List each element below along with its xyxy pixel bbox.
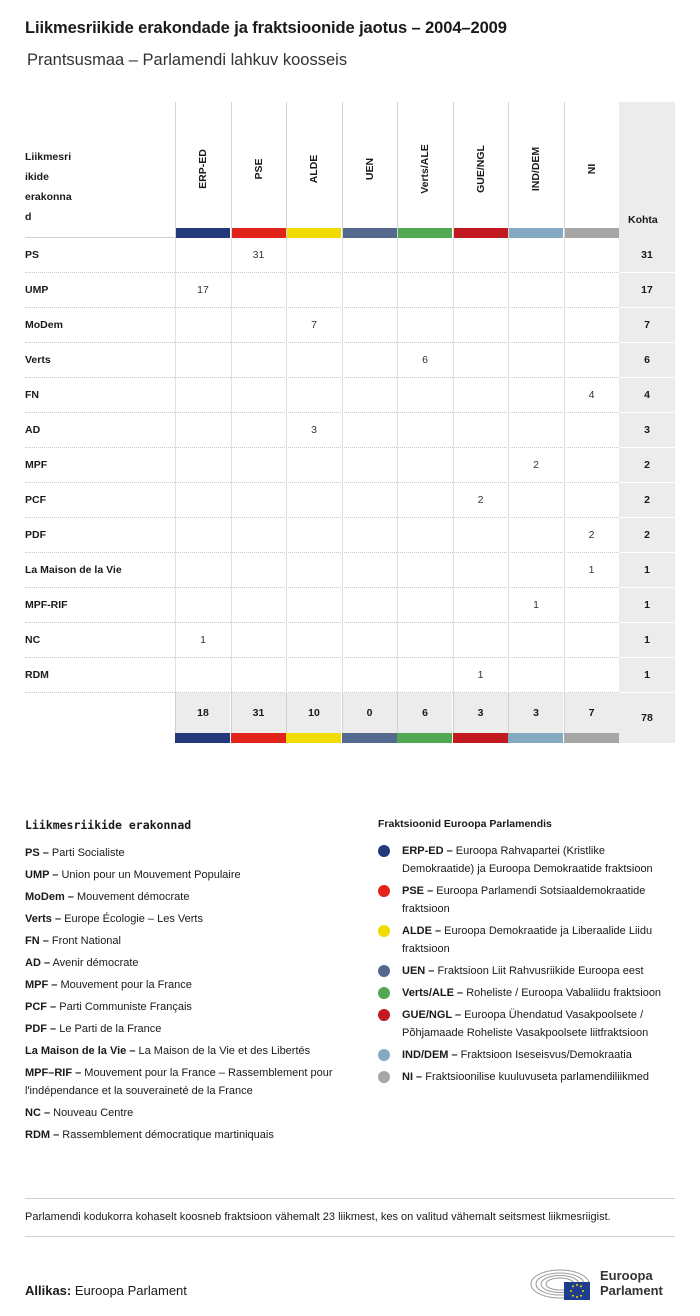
group-abbr: ERP-ED – — [402, 845, 453, 857]
party-abbr: MPF – — [25, 979, 58, 991]
group-color-bar — [565, 228, 619, 238]
seat-cell — [231, 518, 286, 553]
seat-cell — [453, 518, 508, 553]
party-abbr: UMP – — [25, 869, 59, 881]
group-header-ni — [564, 102, 619, 238]
group-header-uen — [342, 102, 397, 238]
seat-cell — [175, 343, 230, 378]
european-parliament-logo — [530, 1262, 680, 1302]
party-name: UMP — [25, 284, 49, 296]
row-total: 4 — [619, 378, 675, 413]
group-color-dot-icon — [378, 845, 390, 857]
seat-cell — [397, 658, 452, 693]
party-abbr: Verts – — [25, 913, 62, 925]
party-full-name: Union pour un Mouvement Populaire — [58, 869, 241, 881]
seat-cell: 4 — [564, 378, 619, 413]
seat-cell — [231, 273, 286, 308]
table-row — [25, 448, 675, 483]
total-label: Kohta — [628, 214, 658, 226]
seat-cell — [342, 658, 397, 693]
seat-cell — [508, 658, 563, 693]
seat-cell — [175, 378, 230, 413]
seat-cell — [564, 238, 619, 273]
seat-cell — [564, 273, 619, 308]
seat-cell — [453, 343, 508, 378]
party-legend-item — [25, 1126, 355, 1144]
party-name: MPF — [25, 459, 48, 471]
seat-cell — [342, 553, 397, 588]
group-abbr: Verts/ALE – — [402, 987, 464, 999]
group-header-label: GUE/NGL — [474, 145, 487, 193]
seat-cell — [342, 483, 397, 518]
row-total: 2 — [619, 483, 675, 518]
group-color-dot-icon — [378, 1049, 390, 1061]
party-legend-item — [25, 1042, 355, 1060]
seat-cell — [286, 553, 341, 588]
source — [25, 1283, 187, 1298]
seat-cell: 2 — [508, 448, 563, 483]
group-header-alde — [286, 102, 341, 238]
group-total: 10 — [286, 693, 341, 733]
seat-cell — [397, 623, 452, 658]
row-total: 6 — [619, 343, 675, 378]
seat-cell: 6 — [397, 343, 452, 378]
seat-cell — [342, 588, 397, 623]
group-header-label: ERP-ED — [197, 149, 209, 189]
group-color-dot-icon — [378, 885, 390, 897]
party-name: MoDem — [25, 319, 63, 331]
group-totals-row — [25, 693, 675, 743]
party-legend-item — [25, 998, 355, 1016]
seat-cell — [453, 413, 508, 448]
table-row — [25, 378, 675, 413]
party-full-name: Europe Écologie – Les Verts — [61, 913, 203, 925]
seat-cell — [231, 588, 286, 623]
seat-cell — [397, 553, 452, 588]
seat-cell — [397, 588, 452, 623]
group-total: 31 — [231, 693, 286, 733]
group-color-bar — [342, 733, 397, 743]
group-abbr: UEN – — [402, 965, 435, 977]
group-legend-item — [378, 984, 678, 1002]
party-abbr: AD – — [25, 957, 51, 969]
seat-cell — [175, 448, 230, 483]
party-name: PS — [25, 249, 40, 261]
group-total: 7 — [564, 693, 619, 733]
party-legend-item — [25, 932, 355, 950]
group-color-bar — [176, 228, 230, 238]
group-color-bar — [343, 228, 397, 238]
group-abbr: ALDE – — [402, 925, 442, 937]
group-total: 3 — [508, 693, 563, 733]
party-legend-heading: Liikmesriikide erakonnad — [25, 818, 192, 832]
table-row — [25, 588, 675, 623]
seat-cell — [342, 413, 397, 448]
group-abbr: NI – — [402, 1071, 423, 1083]
seat-cell — [453, 588, 508, 623]
row-total: 2 — [619, 518, 675, 553]
group-legend-item — [378, 922, 678, 958]
seat-cell: 2 — [453, 483, 508, 518]
group-legend-item — [378, 962, 678, 980]
logo-text — [600, 1268, 663, 1298]
row-total: 1 — [619, 588, 675, 623]
table-row — [25, 413, 675, 448]
group-legend — [378, 818, 678, 1090]
seat-cell — [564, 343, 619, 378]
seat-cell — [453, 378, 508, 413]
seat-cell — [286, 343, 341, 378]
seat-cell — [342, 238, 397, 273]
seat-cell: 1 — [175, 623, 230, 658]
seat-cell — [508, 273, 563, 308]
seat-cell — [342, 273, 397, 308]
group-full-name: Euroopa Ühendatud Vasakpoolsete / Põhjamaade Roheliste Vasakpoolsete liitfraktsioon — [402, 1009, 649, 1039]
group-header-label: IND/DEM — [530, 146, 542, 192]
party-legend-item — [25, 954, 355, 972]
group-full-name: Euroopa Parlamendi Sotsiaaldemokraatide fraktsioon — [402, 885, 646, 915]
seat-cell — [175, 588, 230, 623]
party-full-name: Mouvement pour la France – Rassemblement pour l'indépendance et la souveraineté de la France — [25, 1067, 333, 1097]
party-legend — [25, 818, 355, 1148]
row-total: 31 — [619, 238, 675, 273]
group-legend-item — [378, 882, 678, 918]
seat-cell — [175, 658, 230, 693]
party-abbr: La Maison de la Vie – — [25, 1045, 136, 1057]
row-total: 1 — [619, 623, 675, 658]
group-header-label: PSE — [252, 158, 265, 180]
party-legend-item — [25, 1064, 355, 1100]
row-total: 2 — [619, 448, 675, 483]
seat-cell — [397, 518, 452, 553]
group-color-bar — [509, 228, 563, 238]
party-legend-item — [25, 866, 355, 884]
group-color-bar — [508, 733, 563, 743]
party-abbr: PS – — [25, 847, 49, 859]
seat-cell: 31 — [231, 238, 286, 273]
seat-cell — [397, 273, 452, 308]
seat-cell — [564, 413, 619, 448]
group-color-bar — [453, 733, 508, 743]
group-legend-item — [378, 1068, 678, 1086]
group-header-label: UEN — [363, 157, 376, 181]
group-header-gue-ngl — [453, 102, 508, 238]
group-header-erp-ed — [175, 102, 230, 238]
seat-cell — [508, 308, 563, 343]
party-full-name: Mouvement démocrate — [73, 891, 190, 903]
group-legend-heading: Fraktsioonid Euroopa Parlamendis — [378, 818, 552, 830]
group-full-name: Euroopa Rahvapartei (Kristlike Demokraatide) ja Euroopa Demokraatide fraktsioon — [402, 845, 653, 875]
group-color-dot-icon — [378, 965, 390, 977]
party-full-name: Front National — [48, 935, 121, 947]
seat-cell — [397, 238, 452, 273]
seat-cell: 1 — [508, 588, 563, 623]
party-abbr: FN – — [25, 935, 49, 947]
seat-cell — [231, 413, 286, 448]
row-total: 1 — [619, 658, 675, 693]
party-name: FN — [25, 389, 39, 401]
seat-cell — [564, 658, 619, 693]
seat-cell — [175, 518, 230, 553]
seat-cell: 1 — [453, 658, 508, 693]
seat-cell — [286, 588, 341, 623]
group-total: 0 — [342, 693, 397, 733]
party-name: AD — [25, 424, 41, 436]
group-header-label: Verts/ALE — [419, 144, 431, 194]
table-row — [25, 238, 675, 273]
source-label: Allikas: — [25, 1283, 72, 1298]
party-name: PDF — [25, 529, 46, 541]
group-legend-item — [378, 842, 678, 878]
seat-cell — [453, 273, 508, 308]
group-abbr: PSE – — [402, 885, 434, 897]
seat-cell — [231, 343, 286, 378]
seat-cell — [508, 343, 563, 378]
group-color-dot-icon — [378, 1009, 390, 1021]
seat-cell — [231, 658, 286, 693]
row-total: 1 — [619, 553, 675, 588]
grand-total: 78 — [619, 693, 675, 743]
group-color-bar — [287, 228, 341, 238]
group-full-name: Fraktsioonilise kuuluvuseta parlamendiliikmed — [422, 1071, 650, 1083]
party-legend-item — [25, 888, 355, 906]
total-column-header — [619, 102, 675, 238]
party-full-name: Mouvement pour la France — [57, 979, 192, 991]
party-full-name: Parti Communiste Français — [56, 1001, 192, 1013]
page-title: Liikmesriikide erakondade ja fraktsioonide jaotus – 2004–2009 — [25, 19, 507, 37]
group-full-name: Euroopa Demokraatide ja Liberaalide Liidu fraktsioon — [402, 925, 653, 955]
group-legend-item — [378, 1046, 678, 1064]
table-row — [25, 553, 675, 588]
seat-cell — [231, 308, 286, 343]
seat-cell — [342, 518, 397, 553]
seat-cell — [508, 483, 563, 518]
seat-cell — [231, 483, 286, 518]
table-row — [25, 623, 675, 658]
party-full-name: Rassemblement démocratique martiniquais — [59, 1129, 274, 1141]
seat-cell — [453, 448, 508, 483]
group-color-dot-icon — [378, 1071, 390, 1083]
seat-cell — [397, 378, 452, 413]
seat-cell — [508, 623, 563, 658]
seat-cell — [453, 308, 508, 343]
party-abbr: MoDem – — [25, 891, 74, 903]
seat-cell — [175, 553, 230, 588]
seat-cell — [342, 378, 397, 413]
party-abbr: MPF–RIF – — [25, 1067, 82, 1079]
row-total: 3 — [619, 413, 675, 448]
seat-cell — [286, 518, 341, 553]
party-legend-item — [25, 976, 355, 994]
seat-cell — [286, 378, 341, 413]
seat-cell — [508, 553, 563, 588]
seat-cell — [342, 343, 397, 378]
group-header-label: ALDE — [308, 154, 320, 184]
seat-cell — [175, 413, 230, 448]
seat-cell — [508, 238, 563, 273]
party-legend-item — [25, 1020, 355, 1038]
logo-line-2: Parlament — [600, 1283, 663, 1298]
seat-cell — [342, 448, 397, 483]
seat-cell — [175, 483, 230, 518]
seat-cell — [564, 483, 619, 518]
group-color-dot-icon — [378, 925, 390, 937]
party-name: PCF — [25, 494, 46, 506]
party-name: RDM — [25, 669, 49, 681]
seat-cell — [231, 378, 286, 413]
party-name: La Maison de la Vie — [25, 564, 122, 576]
group-abbr: IND/DEM – — [402, 1049, 458, 1061]
table-row — [25, 308, 675, 343]
seat-cell — [231, 553, 286, 588]
party-full-name: La Maison de la Vie et des Libertés — [135, 1045, 311, 1057]
group-header-label: NI — [585, 163, 598, 175]
seat-cell — [342, 308, 397, 343]
seat-cell — [453, 238, 508, 273]
seat-cell — [508, 518, 563, 553]
group-color-bar — [398, 228, 452, 238]
rules-note: Parlamendi kodukorra kohaselt koosneb fraktsioon vähemalt 23 liikmest, kes on valitud vähemalt seitsmest liikmesriigist. — [25, 1198, 675, 1237]
group-color-bar — [286, 733, 341, 743]
party-full-name: Nouveau Centre — [50, 1107, 134, 1119]
seat-cell — [286, 483, 341, 518]
row-total: 7 — [619, 308, 675, 343]
table-row — [25, 273, 675, 308]
seat-cell: 1 — [564, 553, 619, 588]
seat-cell — [286, 448, 341, 483]
seat-cell — [397, 413, 452, 448]
seat-cell — [175, 308, 230, 343]
group-full-name: Fraktsioon Iseseisvus/Demokraatia — [457, 1049, 632, 1061]
seat-cell — [508, 413, 563, 448]
group-total: 18 — [175, 693, 230, 733]
table-row — [25, 518, 675, 553]
group-color-bar — [454, 228, 508, 238]
party-legend-item — [25, 1104, 355, 1122]
seat-cell — [453, 553, 508, 588]
party-full-name: Parti Socialiste — [48, 847, 125, 859]
group-color-bar — [175, 733, 230, 743]
group-header-verts-ale — [397, 102, 452, 238]
party-name: MPF-RIF — [25, 599, 68, 611]
seat-cell — [564, 623, 619, 658]
seat-cell: 17 — [175, 273, 230, 308]
group-color-bar — [564, 733, 619, 743]
seat-cell — [286, 658, 341, 693]
group-color-bar — [232, 228, 286, 238]
party-name: NC — [25, 634, 41, 646]
table-row — [25, 343, 675, 378]
seat-cell — [564, 448, 619, 483]
page-subtitle: Prantsusmaa – Parlamendi lahkuv koosseis — [27, 51, 348, 69]
group-color-dot-icon — [378, 987, 390, 999]
seat-cell — [397, 308, 452, 343]
party-full-name: Le Parti de la France — [56, 1023, 162, 1035]
corner-label: Liikmesri ikide erakonna d — [25, 151, 72, 223]
seat-cell — [231, 448, 286, 483]
seat-cell — [175, 238, 230, 273]
group-legend-item — [378, 1006, 678, 1042]
source-value: Euroopa Parlament — [74, 1283, 187, 1298]
party-full-name: Avenir démocrate — [50, 957, 139, 969]
seat-cell — [564, 588, 619, 623]
seat-cell — [286, 623, 341, 658]
group-full-name: Roheliste / Euroopa Vabaliidu fraktsioon — [463, 987, 662, 999]
party-abbr: PDF – — [25, 1023, 57, 1035]
group-abbr: GUE/NGL – — [402, 1009, 462, 1021]
table-row — [25, 658, 675, 693]
logo-line-1: Euroopa — [600, 1268, 653, 1283]
parliament-hemicycle-icon — [530, 1262, 598, 1302]
group-total: 6 — [397, 693, 452, 733]
seat-cell — [508, 378, 563, 413]
corner-header — [25, 102, 175, 238]
row-total: 17 — [619, 273, 675, 308]
seat-cell: 2 — [564, 518, 619, 553]
seat-cell — [564, 308, 619, 343]
seat-cell — [397, 448, 452, 483]
seat-cell — [286, 273, 341, 308]
party-abbr: RDM – — [25, 1129, 60, 1141]
party-legend-item — [25, 844, 355, 862]
seat-cell — [286, 238, 341, 273]
group-full-name: Fraktsioon Liit Rahvusriikide Euroopa eest — [434, 965, 644, 977]
group-header-ind-dem — [508, 102, 563, 238]
party-legend-item — [25, 910, 355, 928]
group-header-pse — [231, 102, 286, 238]
party-abbr: NC – — [25, 1107, 51, 1119]
party-name: Verts — [25, 354, 51, 366]
group-color-bar — [231, 733, 286, 743]
seat-cell: 3 — [286, 413, 341, 448]
group-total: 3 — [453, 693, 508, 733]
seat-cell — [453, 623, 508, 658]
group-color-bar — [397, 733, 452, 743]
party-abbr: PCF – — [25, 1001, 57, 1013]
seat-cell — [397, 483, 452, 518]
seat-cell: 7 — [286, 308, 341, 343]
table-row — [25, 483, 675, 518]
seat-cell — [342, 623, 397, 658]
seat-cell — [231, 623, 286, 658]
